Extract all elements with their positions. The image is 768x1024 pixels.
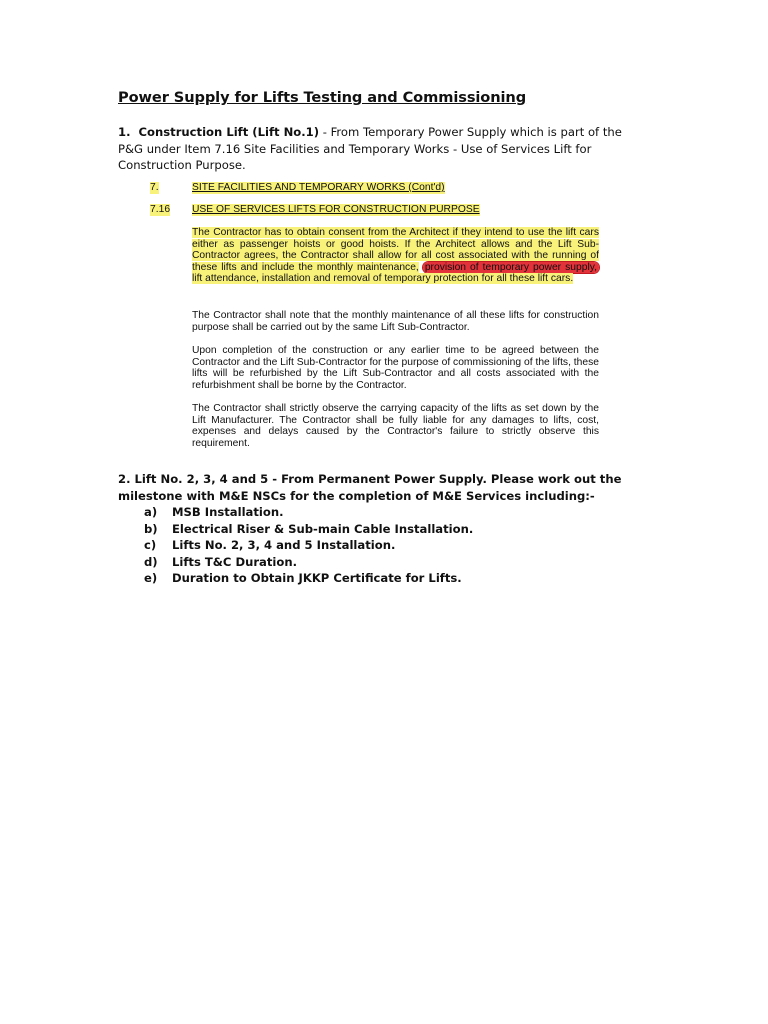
item-1-heading: Construction Lift (Lift No.1) <box>138 125 320 139</box>
list-item-text: Lifts T&C Duration. <box>172 554 298 569</box>
list-item-letter: b) <box>144 521 158 536</box>
list-item-letter: d) <box>144 554 158 569</box>
item-2-number: 2. <box>118 472 131 486</box>
paragraph-1-before: The Contractor has to obtain consent from the Architect if they intend to use the lift cars either as passenger hoists or good hoists. If the Architect allows and the Lift Sub-Contractor agrees, the Contractor shall allow for all cost associated with the running of these lifts and include the monthly maintenance, <box>192 227 599 273</box>
item-1-text: - From Temporary Power Supply which is part of the P&G under Item 7.16 Site Facilities and Temporary Works - Use of Services Lift for Construction Purpose. <box>118 125 622 172</box>
section-number: 7. <box>150 182 159 193</box>
paragraph-1-after: lift attendance, installation and removal of temporary protection for all these lift cars. <box>192 273 574 285</box>
list-item-letter: a) <box>144 505 158 519</box>
subsection-title: USE OF SERVICES LIFTS FOR CONSTRUCTION PURPOSE <box>192 204 480 215</box>
list-item-letter: e) <box>144 571 158 585</box>
excerpt-paragraph-1 <box>192 227 599 285</box>
page-title: Power Supply for Lifts Testing and Commissioning <box>118 89 527 106</box>
excerpt-paragraph-2: The Contractor shall note that the monthly maintenance of all these lifts for construction purpose shall be carried out by the same Lift Sub-Contractor. <box>192 310 599 333</box>
item-2-text: Lift No. 2, 3, 4 and 5 - From Permanent Power Supply. Please work out the milestone with M&E NSCs for the completion of M&E Services including:- <box>118 472 622 503</box>
item-1 <box>118 124 648 174</box>
excerpt-paragraph-4: The Contractor shall strictly observe the carrying capacity of the lifts as set down by the Lift Manufacturer. The Contractor shall be fully liable for any damages to lifts, cost, expenses and delays caused by the Contractor's failure to strictly observe this requirement. <box>192 403 599 449</box>
list-item-text: MSB Installation. <box>172 505 284 519</box>
paragraph-1-red-highlight: provision of temporary power supply, <box>424 261 597 273</box>
list-item-letter: c) <box>144 538 157 552</box>
excerpt-paragraph-3: Upon completion of the construction or any earlier time to be agreed between the Contractor and the Lift Sub-Contractor for the purpose of commissioning of the lifts, these lifts will be refurbished by the Lift Sub-Contractor and all costs associated with the refurbishment shall be borne by the Contractor. <box>192 345 599 391</box>
list-item-text: Lifts No. 2, 3, 4 and 5 Installation. <box>172 538 396 552</box>
list-item-text: Duration to Obtain JKKP Certificate for Lifts. <box>172 571 462 585</box>
item-2 <box>118 471 648 504</box>
list-item-text: Electrical Riser & Sub-main Cable Installation. <box>172 521 474 536</box>
item-1-number: 1. <box>118 125 131 139</box>
subsection-number: 7.16 <box>150 204 171 215</box>
section-title: SITE FACILITIES AND TEMPORARY WORKS (Cont'd) <box>192 182 445 193</box>
